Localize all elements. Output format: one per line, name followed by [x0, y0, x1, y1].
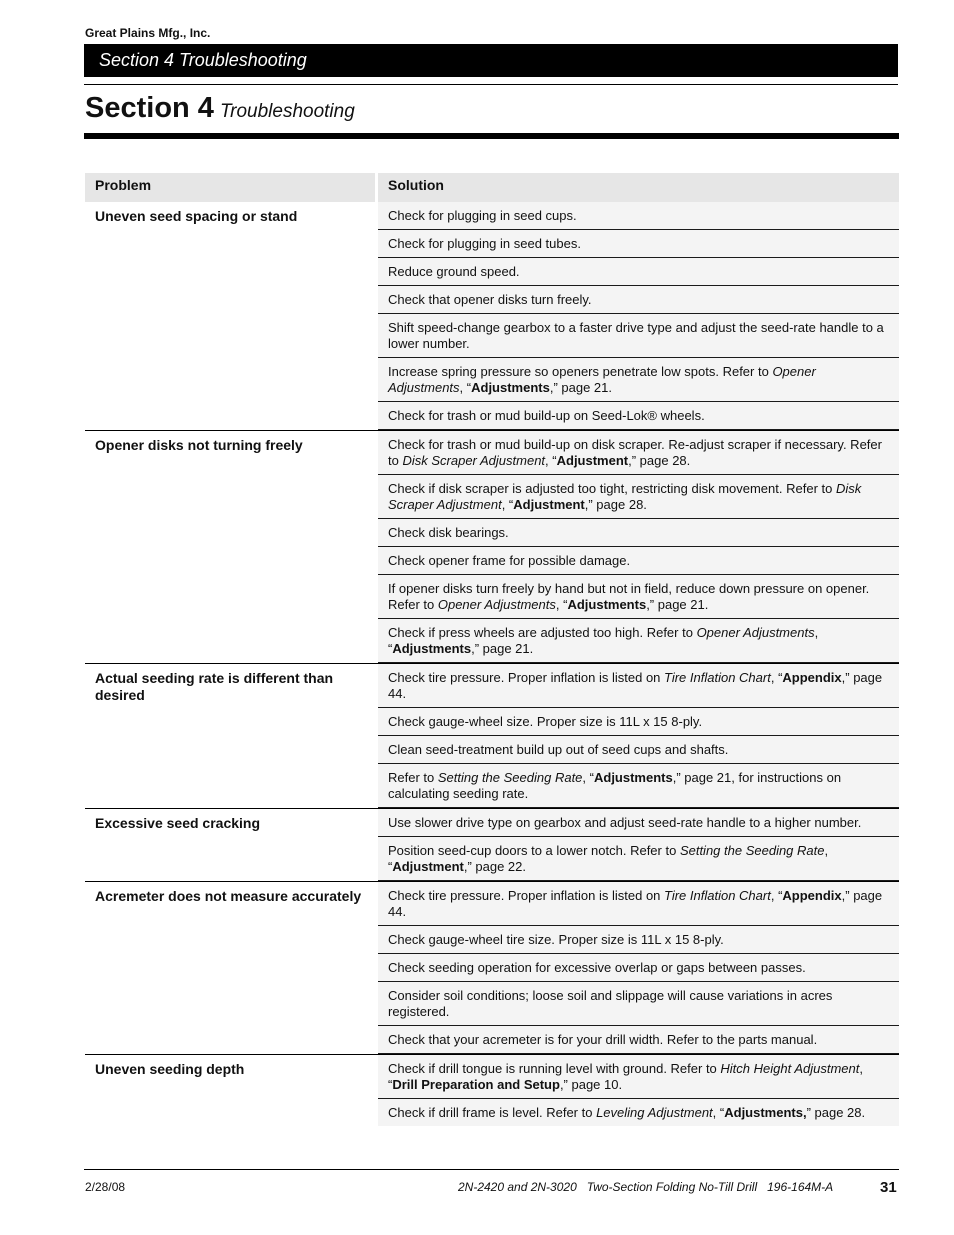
solution-list	[378, 882, 899, 1054]
reference-title: Opener Adjustments	[388, 364, 816, 395]
title-divider	[84, 133, 899, 139]
table-header-row	[85, 173, 899, 202]
reference-title: Setting the Seeding Rate	[679, 843, 825, 858]
reference-section: Adjustment	[513, 497, 585, 512]
solution-text: Check if press wheels are adjusted too high. Refer to	[388, 625, 697, 640]
solution-text: , “	[582, 770, 594, 785]
reference-section: Appendix	[782, 888, 842, 903]
solution-cell	[378, 837, 899, 881]
solution-text: Check tire pressure. Proper inflation is listed on	[388, 888, 665, 903]
solution-text: Reduce ground speed.	[388, 264, 520, 279]
reference-title: Tire Inflation Chart	[664, 888, 771, 903]
page-number: 31	[880, 1179, 897, 1196]
solution-text: Refer to	[388, 770, 438, 785]
solution-text: Check that opener disks turn freely.	[388, 292, 592, 307]
reference-title: Tire Inflation Chart	[664, 670, 771, 685]
problem-cell: Uneven seeding depth	[95, 1061, 245, 1077]
solution-cell	[378, 982, 899, 1026]
solution-cell	[378, 708, 899, 736]
table-body	[85, 202, 899, 1126]
reference-title: Leveling Adjustment	[596, 1105, 713, 1120]
problem-group	[85, 882, 899, 1055]
solution-text: Check gauge-wheel size. Proper size is 11L x 15 8-ply.	[388, 714, 703, 729]
solution-text: Check gauge-wheel tire size. Proper size is 11L x 15 8-ply.	[388, 932, 724, 947]
solution-cell	[378, 575, 899, 619]
solution-text: Position seed-cup doors to a lower notch. Refer to	[388, 843, 680, 858]
solution-cell	[378, 230, 899, 258]
reference-section: Adjustments	[392, 641, 472, 656]
solution-text: Check for plugging in seed cups.	[388, 208, 577, 223]
page-title	[85, 92, 355, 125]
solution-text: ,” page 28.	[628, 453, 691, 468]
solution-text: ,” page 21.	[471, 641, 534, 656]
solution-cell	[378, 475, 899, 519]
reference-title: Disk Scraper Adjustment	[388, 481, 862, 512]
solution-text: ,” page 44.	[388, 670, 883, 701]
solution-cell	[378, 619, 899, 663]
solution-list	[378, 809, 899, 881]
solution-text: , “	[388, 843, 829, 874]
solution-text: ,” page 10.	[559, 1077, 623, 1092]
footer-date: 2/28/08	[85, 1180, 126, 1194]
reference-section: Adjustment	[392, 859, 464, 874]
solution-cell	[378, 882, 899, 926]
problem-cell: Excessive seed cracking	[95, 815, 261, 831]
reference-section: Adjustments	[567, 597, 647, 612]
solution-cell	[378, 258, 899, 286]
solution-text: Clean seed-treatment build up out of seed cups and shafts.	[388, 742, 729, 757]
solution-text: Check for trash or mud build-up on disk scraper. Re-adjust scraper if necessary. Refer to	[388, 437, 882, 468]
solution-cell	[378, 736, 899, 764]
solution-list	[378, 431, 899, 663]
solution-text: , “	[712, 1105, 725, 1120]
solution-list	[378, 202, 899, 430]
solution-text: ” page 28.	[806, 1105, 866, 1120]
solution-cell	[378, 1099, 899, 1126]
problem-group	[85, 664, 899, 809]
page-title-sub: Troubleshooting	[219, 101, 355, 122]
solution-text: ,” page 21.	[646, 597, 709, 612]
solution-text: Check that your acremeter is for your drill width. Refer to the parts manual.	[388, 1032, 818, 1047]
reference-section: Adjustments	[471, 380, 550, 395]
solution-text: , “	[770, 888, 783, 903]
solution-text: Shift speed-change gearbox to a faster drive type and adjust the seed-rate handle to a lower number.	[388, 320, 884, 351]
solution-text: ,” page 28.	[584, 497, 647, 512]
solution-cell	[378, 431, 899, 475]
solution-text: ,” page 21, for instructions on calculating seeding rate.	[388, 770, 842, 801]
problem-cell: Uneven seed spacing or stand	[95, 208, 298, 224]
problem-group	[85, 809, 899, 882]
reference-section: Drill Preparation and Setup	[392, 1077, 560, 1092]
solution-text: , “	[388, 625, 819, 656]
solution-text: ,” page 22.	[463, 859, 526, 874]
column-header-solution: Solution	[378, 173, 899, 202]
section-bar-text: Section 4 Troubleshooting	[99, 50, 307, 70]
solution-cell	[378, 402, 899, 430]
footer-document-title: 2N-2420 and 2N-3020 Two-Section Folding No-Till Drill 196-164M-A	[458, 1180, 834, 1194]
reference-title: Opener Adjustments	[437, 597, 556, 612]
solution-text: Check tire pressure. Proper inflation is listed on	[388, 670, 665, 685]
solution-text: Check opener frame for possible damage.	[388, 553, 631, 568]
solution-cell	[378, 519, 899, 547]
solution-list	[378, 664, 899, 808]
company-name: Great Plains Mfg., Inc.	[85, 26, 211, 40]
solution-text: Increase spring pressure so openers penetrate low spots. Refer to	[388, 364, 773, 379]
solution-cell	[378, 202, 899, 230]
solution-cell	[378, 926, 899, 954]
solution-text: Check for trash or mud build-up on Seed-Lok® wheels.	[388, 408, 705, 423]
solution-text: , “	[501, 497, 514, 512]
solution-cell	[378, 809, 899, 837]
problem-cell: Opener disks not turning freely	[95, 437, 303, 453]
problem-cell: Actual seeding rate is different than desired	[95, 670, 334, 703]
solution-text: Check disk bearings.	[388, 525, 509, 540]
solution-cell	[378, 358, 899, 402]
solution-text: Check for plugging in seed tubes.	[388, 236, 581, 251]
solution-text: , “	[459, 380, 472, 395]
solution-cell	[378, 764, 899, 808]
reference-title: Opener Adjustments	[696, 625, 815, 640]
problem-cell: Acremeter does not measure accurately	[95, 888, 362, 904]
troubleshooting-table	[85, 173, 899, 1126]
problem-group	[85, 431, 899, 664]
reference-title: Disk Scraper Adjustment	[402, 453, 546, 468]
reference-section: Adjustments	[593, 770, 673, 785]
solution-text: , “	[770, 670, 783, 685]
solution-text: Check if disk scraper is adjusted too tight, restricting disk movement. Refer to	[388, 481, 836, 496]
solution-text: ,” page 21.	[549, 380, 612, 395]
reference-section: Adjustment	[556, 453, 629, 468]
reference-title: Hitch Height Adjustment	[720, 1061, 860, 1076]
reference-section: Adjustments,	[724, 1105, 807, 1120]
solution-cell	[378, 664, 899, 708]
solution-text: Use slower drive type on gearbox and adjust seed-rate handle to a higher number.	[388, 815, 862, 830]
solution-cell	[378, 314, 899, 358]
page-title-main: Section 4	[85, 92, 214, 124]
solution-cell	[378, 1026, 899, 1054]
section-header-bar	[84, 44, 898, 77]
solution-text: Check if drill tongue is running level with ground. Refer to	[388, 1061, 721, 1076]
column-header-problem: Problem	[85, 173, 375, 202]
solution-text: Check seeding operation for excessive overlap or gaps between passes.	[388, 960, 806, 975]
solution-text: , “	[388, 1061, 864, 1092]
solution-cell	[378, 954, 899, 982]
problem-group	[85, 1055, 899, 1126]
solution-text: , “	[545, 453, 557, 468]
reference-title: Setting the Seeding Rate	[437, 770, 583, 785]
reference-section: Appendix	[782, 670, 842, 685]
solution-text: If opener disks turn freely by hand but not in field, reduce down pressure on opener. Refer to	[388, 581, 870, 612]
footer-divider	[84, 1169, 899, 1170]
solution-text: Check if drill frame is level. Refer to	[388, 1105, 597, 1120]
solution-cell	[378, 286, 899, 314]
solution-cell	[378, 1055, 899, 1099]
solution-text: ,” page 44.	[388, 888, 883, 919]
problem-group	[85, 202, 899, 431]
solution-cell	[378, 547, 899, 575]
solution-text: Consider soil conditions; loose soil and slippage will cause variations in acres registered.	[388, 988, 833, 1019]
header-divider	[84, 84, 898, 85]
solution-text: , “	[555, 597, 568, 612]
solution-list	[378, 1055, 899, 1126]
